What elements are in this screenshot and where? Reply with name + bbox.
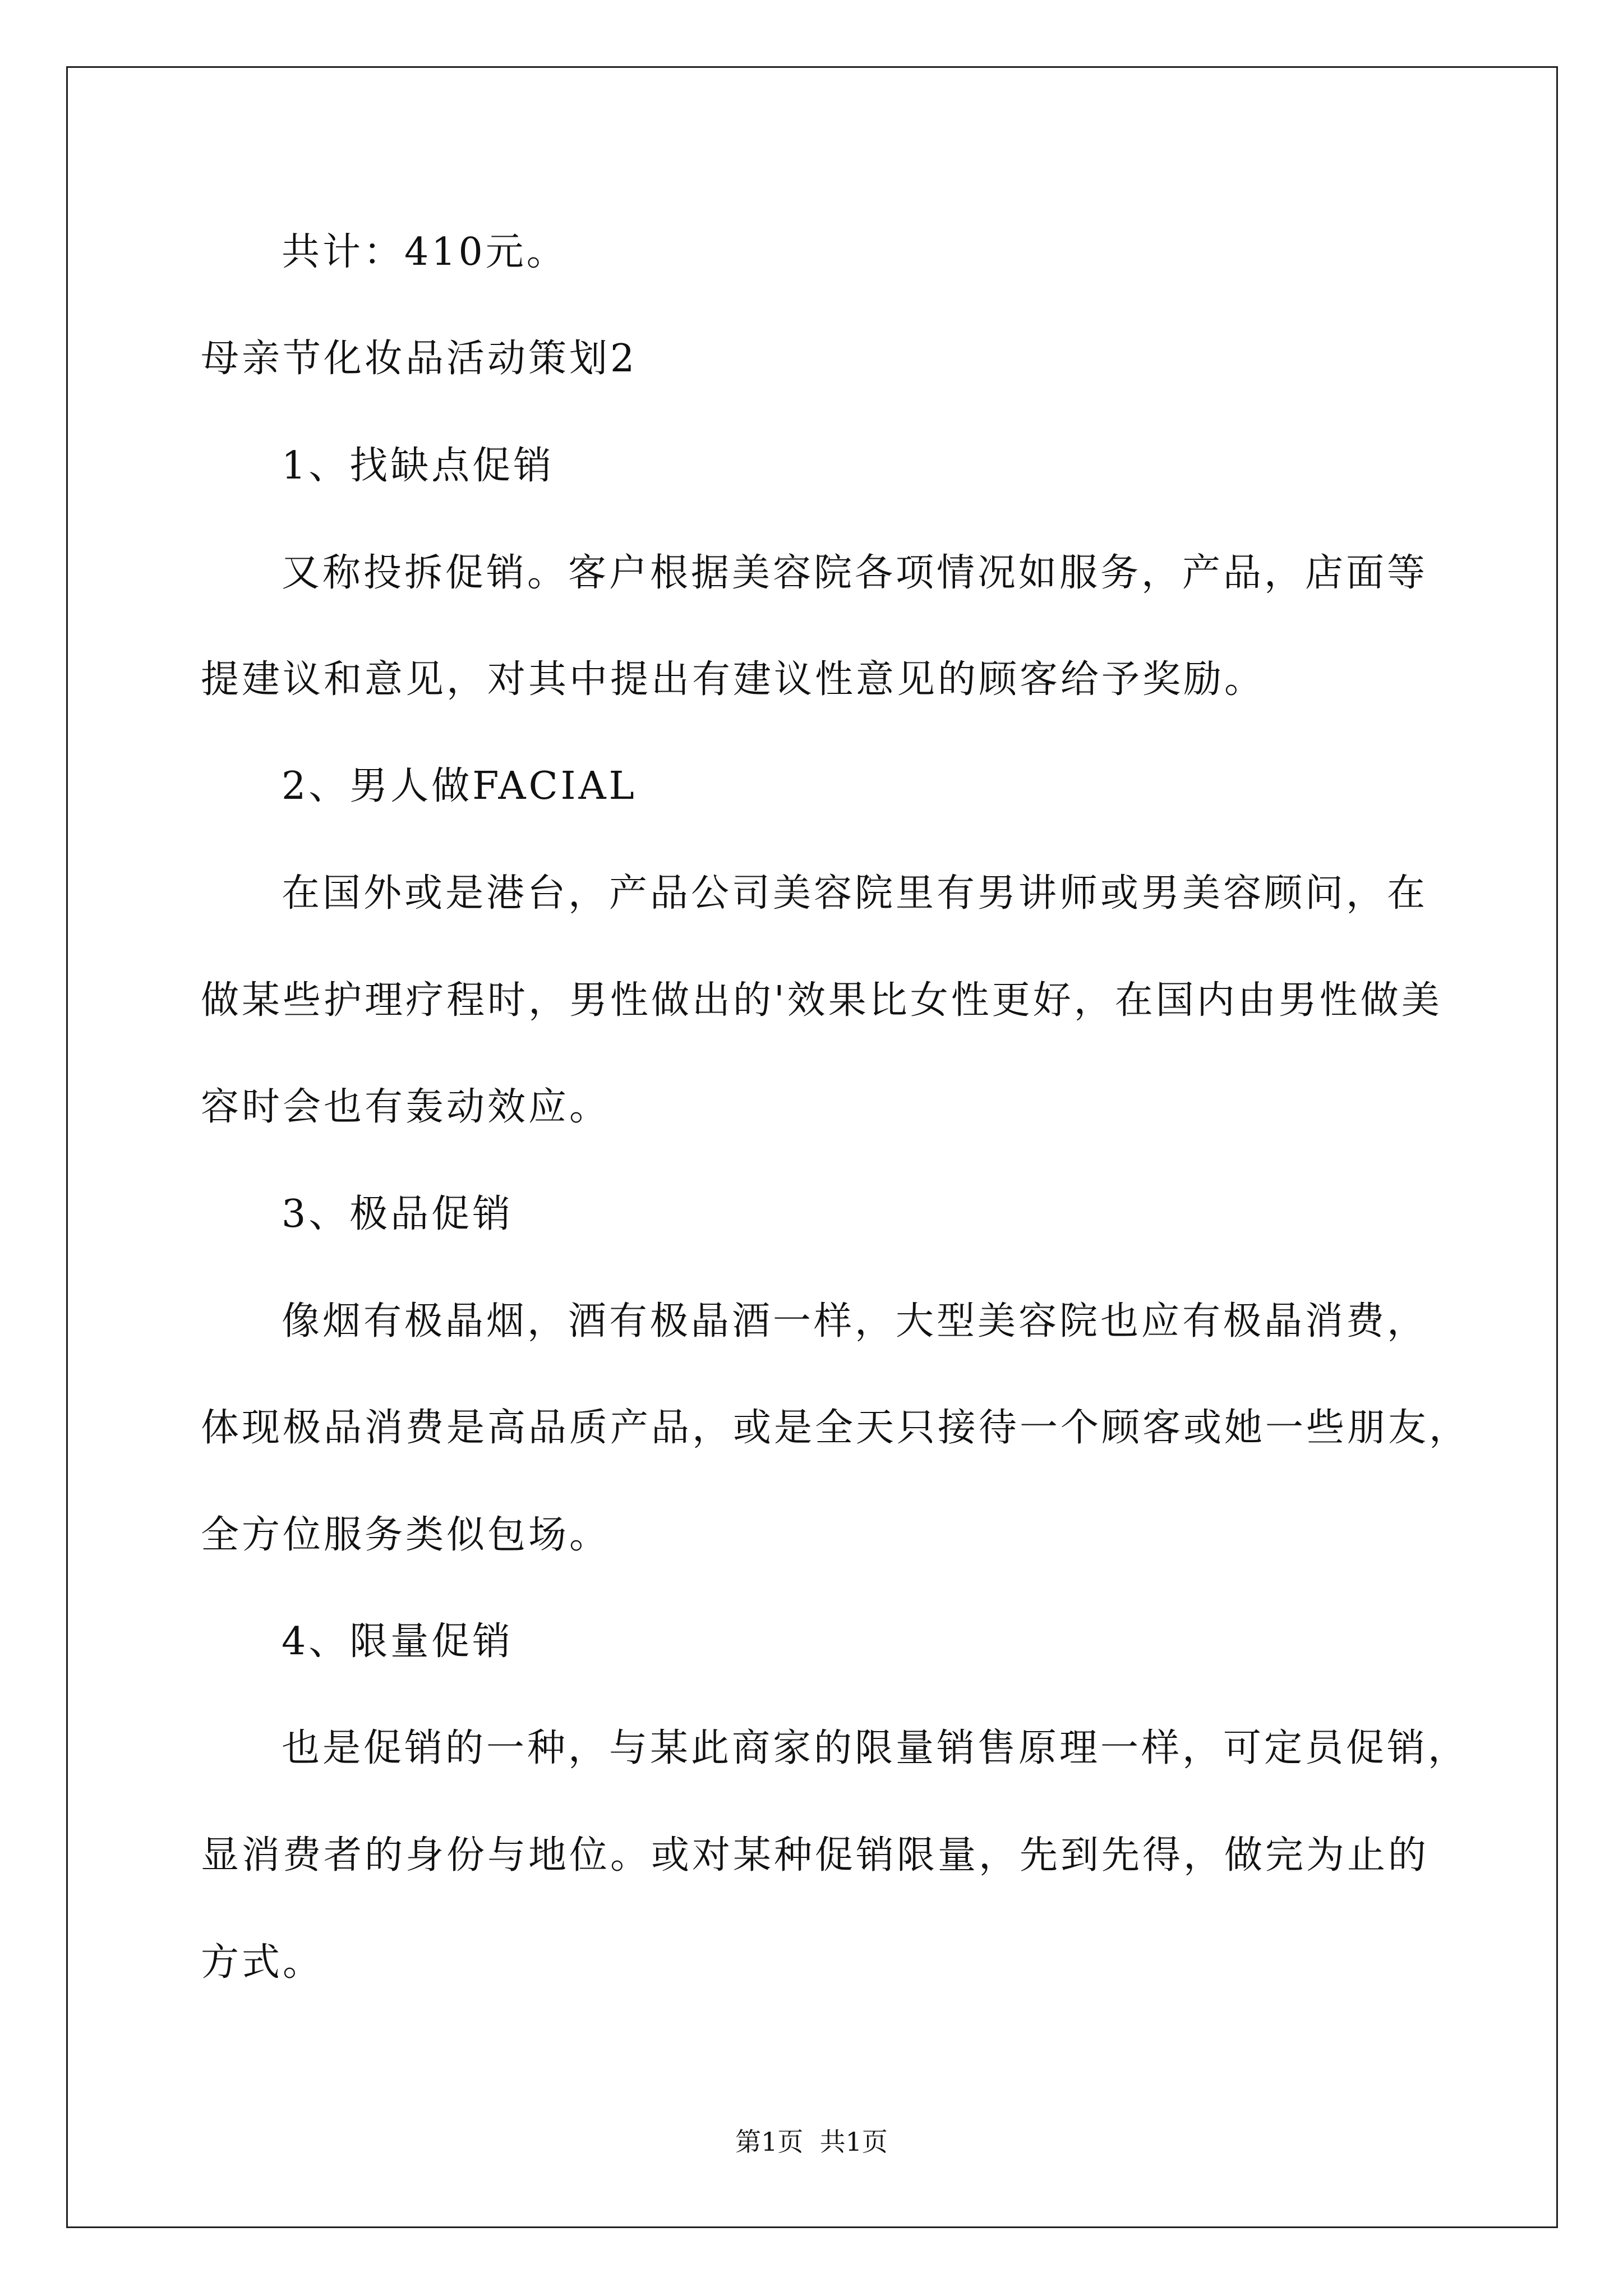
page-number: 第1页 共1页 [735,2127,888,2157]
paragraph-2-line-1: 在国外或是港台，产品公司美容院里有男讲师或男美容顾问，在 [282,871,1428,915]
paragraph-4-line-2: 显消费者的身份与地位。或对某种促销限量，先到先得，做完为止的 [201,1833,1430,1878]
total-line: 共计：410元。 [282,230,568,274]
paragraph-4-line-1: 也是促销的一种，与某此商家的限量销售原理一样，可定员促销， [282,1726,1469,1770]
paragraph-2-line-3: 容时会也有轰动效应。 [201,1085,611,1129]
item-heading-1: 1、找缺点促销 [282,444,555,488]
paragraph-3-line-3: 全方位服务类似包场。 [201,1513,611,1557]
page-border [66,66,1558,2228]
paragraph-4-line-3: 方式。 [201,1940,324,1985]
paragraph-1-line-2: 提建议和意见，对其中提出有建议性意见的顾客给予奖励。 [201,657,1266,702]
paragraph-3-line-1: 像烟有极晶烟，酒有极晶酒一样，大型美容院也应有极晶消费， [282,1299,1428,1343]
paragraph-1-line-1: 又称投拆促销。客户根据美容院各项情况如服务，产品，店面等 [282,551,1428,595]
item-heading-2: 2、男人做FACIAL [282,764,637,808]
item-heading-4: 4、限量促销 [282,1619,514,1664]
item-heading-3: 3、极品促销 [282,1192,514,1236]
section-title: 母亲节化妆品活动策划2 [201,337,638,381]
paragraph-3-line-2: 体现极品消费是高品质产品，或是全天只接待一个顾客或她一些朋友， [201,1406,1470,1450]
paragraph-2-line-2: 做某些护理疗程时，男性做出的'效果比女性更好，在国内由男性做美 [201,978,1442,1023]
